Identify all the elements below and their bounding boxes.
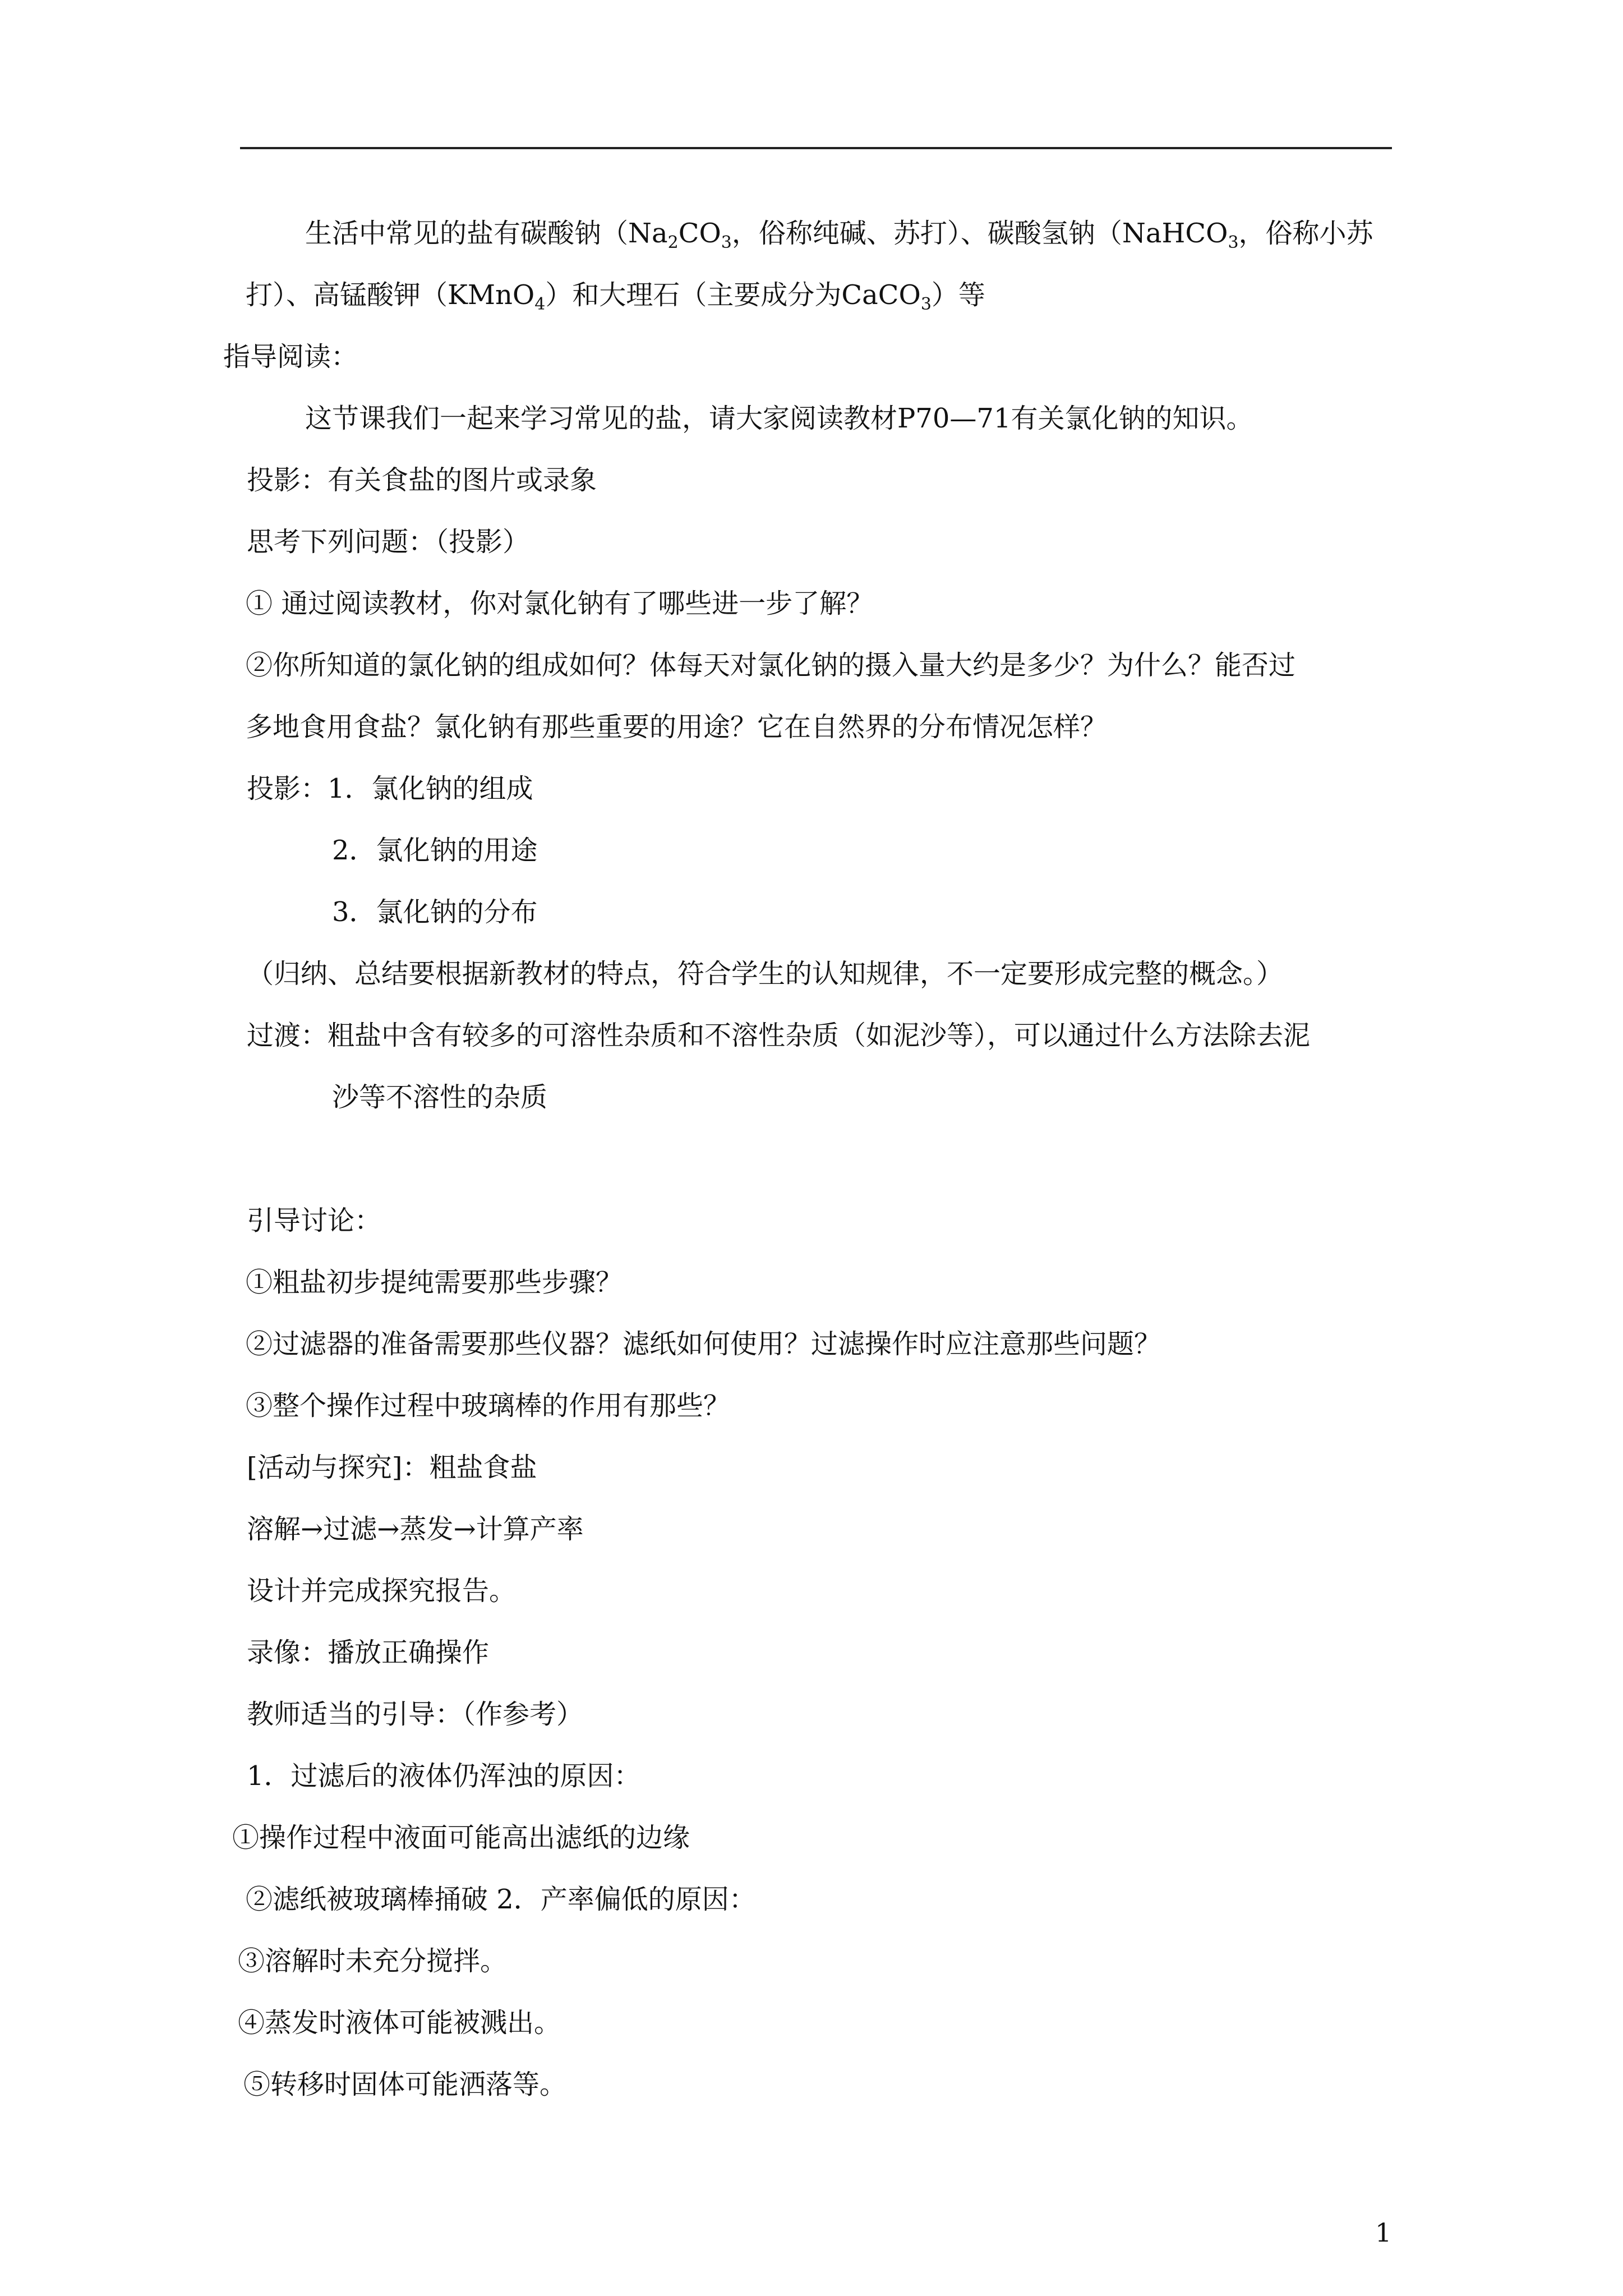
projection-list-item-2: 2．氯化钠的用途: [332, 835, 538, 866]
procedure-steps: 溶解→过滤→蒸发→计算产率: [247, 1513, 584, 1545]
page-number: 1: [1375, 2217, 1392, 2248]
activity-heading: [活动与探究]：粗盐食盐: [247, 1452, 537, 1483]
question-2-line-1: ②你所知道的氯化钠的组成如何？体每天对氯化钠的摄入量大约是多少？为什么？能否过: [246, 650, 1296, 681]
reason-item-1: ①操作过程中液面可能高出滤纸的边缘: [232, 1822, 690, 1853]
guide-reading-heading: 指导阅读：: [223, 341, 358, 372]
think-questions-line: 思考下列问题：（投影）: [247, 526, 530, 558]
discussion-item-2: ②过滤器的准备需要那些仪器？滤纸如何使用？过滤操作时应注意那些问题？: [246, 1328, 1161, 1360]
reason-item-5: ⑤转移时固体可能洒落等。: [243, 2069, 567, 2100]
projection-line-1: 投影：有关食盐的图片或录象: [247, 464, 597, 496]
guided-discussion-heading: 引导讨论：: [247, 1205, 382, 1236]
reading-intro: 这节课我们一起来学习常见的盐，请大家阅读教材P70—71有关氯化钠的知识。: [305, 403, 1253, 434]
design-report-line: 设计并完成探究报告。: [247, 1575, 517, 1607]
reason-heading-1: 1．过滤后的液体仍浑浊的原因：: [247, 1760, 641, 1792]
reason-item-3: ③溶解时未充分搅拌。: [238, 1945, 508, 1977]
header-rule: [240, 147, 1392, 149]
projection-list-item-1: 投影：1．氯化钠的组成: [247, 773, 533, 804]
salts-paragraph-line-1: 生活中常见的盐有碳酸钠（$Na_2CO_3$，俗称纯碱、苏打）、碳酸氢钠（NaHCO$_3$，俗称小苏: [305, 218, 1373, 252]
teacher-guide-line: 教师适当的引导：（作参考）: [247, 1699, 584, 1730]
transition-line-1: 过渡：粗盐中含有较多的可溶性杂质和不溶性杂质（如泥沙等），可以通过什么方法除去泥: [247, 1020, 1311, 1051]
transition-line-2: 沙等不溶性的杂质: [332, 1082, 548, 1113]
video-line: 录像：播放正确操作: [247, 1637, 490, 1668]
summary-note: （归纳、总结要根据新教材的特点，符合学生的认知规律，不一定要形成完整的概念。）: [247, 958, 1284, 990]
reason-item-2: ②滤纸被玻璃棒捅破 2．产率偏低的原因：: [246, 1884, 756, 1915]
question-2-line-2: 多地食用食盐？氯化钠有那些重要的用途？它在自然界的分布情况怎样？: [246, 711, 1108, 743]
discussion-item-3: ③整个操作过程中玻璃棒的作用有那些？: [246, 1390, 731, 1421]
discussion-item-1: ①粗盐初步提纯需要那些步骤？: [246, 1267, 623, 1298]
question-1: ① 通过阅读教材，你对氯化钠有了哪些进一步了解？: [246, 588, 874, 619]
reason-item-4: ④蒸发时液体可能被溅出。: [238, 2007, 561, 2039]
projection-list-item-3: 3．氯化钠的分布: [332, 896, 538, 928]
salts-paragraph-line-2: 打）、高锰酸钾（KMnO$_4$）和大理石（主要成分为CaCO$_3$）等: [246, 279, 985, 314]
